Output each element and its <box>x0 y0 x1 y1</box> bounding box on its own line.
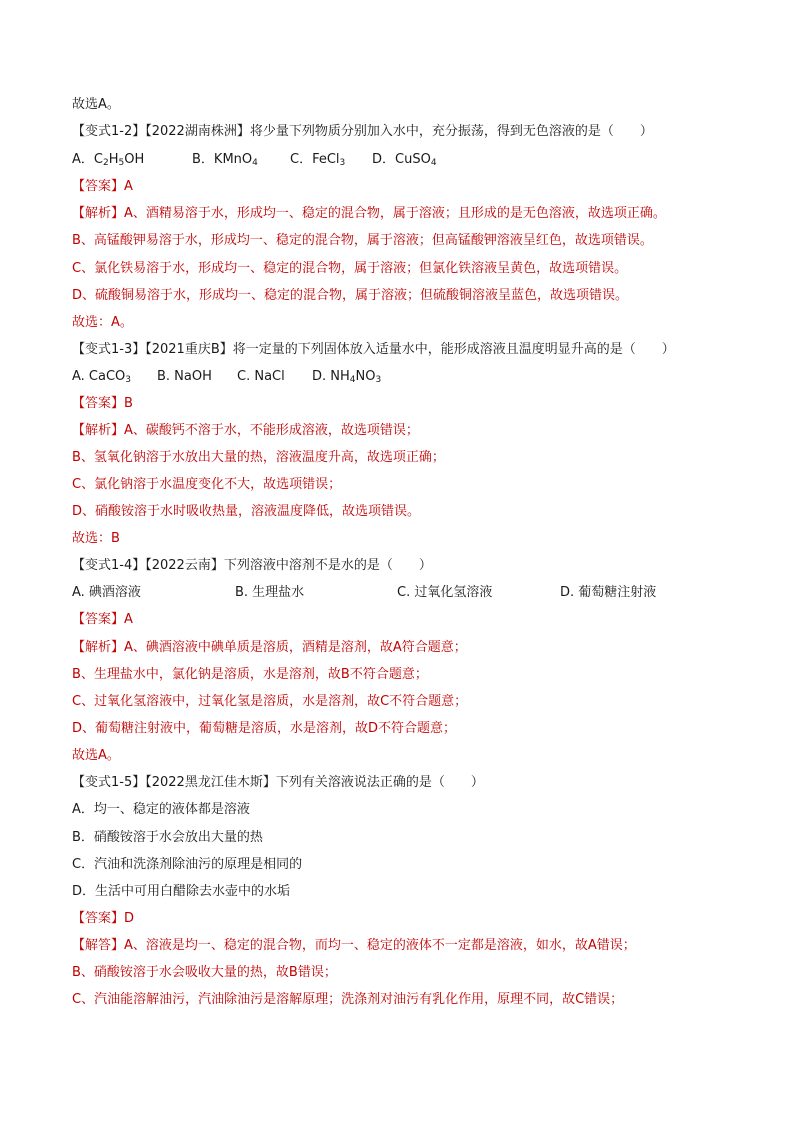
question-1-2 <box>72 124 722 140</box>
text: 故选A。 <box>72 97 120 112</box>
analysis-line: B、生理盐水中，氯化钠是溶质，水是溶剂，故B不符合题意； <box>72 667 428 682</box>
option-d: D. 葡萄糖注射液 <box>560 585 657 600</box>
options-1-3 <box>72 369 722 385</box>
conclusion-line: 故选：A。 <box>72 315 133 330</box>
answer-line: 【答案】B <box>72 396 133 411</box>
analysis-line: B、高锰酸钾易溶于水，形成均一、稳定的混合物，属于溶液；但高锰酸钾溶液呈红色，故选项错误。 <box>72 233 653 248</box>
analysis-line: 【解析】A、碳酸钙不溶于水，不能形成溶液，故选项错误； <box>72 423 419 438</box>
option-b: B. NaOH <box>157 369 212 384</box>
options-1-2 <box>72 152 722 168</box>
answer-line: 【答案】A <box>72 179 133 194</box>
option-d: D．CuSO$_4$ <box>372 152 437 168</box>
option-a: A．$C_2H_5OH$ <box>72 152 145 168</box>
option-c: C．汽油和洗涤剂除油污的原理是相同的 <box>72 857 303 872</box>
question-1-5 <box>72 775 722 791</box>
analysis-line: B、氢氧化钠溶于水放出大量的热，溶液温度升高，故选项正确； <box>72 450 445 465</box>
option-c: C．FeCl$_3$ <box>290 152 346 168</box>
analysis-line: C、过氧化氢溶液中，过氧化氢是溶质，水是溶剂，故C不符合题意； <box>72 694 468 709</box>
question-text: 将少量下列物质分别加入水中，充分振荡，得到无色溶液的是（ ） <box>249 124 653 139</box>
question-1-4 <box>72 558 722 574</box>
analysis-line: 【解答】A、溶液是均一、稳定的混合物，而均一、稳定的液体不一定都是溶液，如水，故A错误； <box>72 938 636 953</box>
option-a: A. CaCO$_3$ <box>72 369 132 385</box>
analysis-line: D、硝酸铵溶于水时吸收热量，溶液温度降低，故选项错误。 <box>72 504 421 519</box>
analysis-line: C、氯化钠溶于水温度变化不大，故选项错误； <box>72 477 342 492</box>
analysis-line: D、硫酸铜易溶于水，形成均一、稳定的混合物，属于溶液；但硫酸铜溶液呈蓝色，故选项错误。 <box>72 288 629 303</box>
analysis-tag: 【解答】 <box>72 938 125 953</box>
source-tag: 【2022云南】 <box>145 558 224 573</box>
analysis-tag: 【解析】 <box>72 640 125 655</box>
option-b: B．KMnO$_4$ <box>192 152 258 168</box>
question-text: 将一定量的下列固体放入适量水中，能形成溶液且温度明显升高的是（ ） <box>232 342 675 357</box>
variant-tag: 【变式1-4】 <box>72 558 146 573</box>
source-tag: 【2022黑龙江佳木斯】 <box>145 775 276 790</box>
answer-line: 【答案】D <box>72 911 135 926</box>
analysis-line: C、氯化铁易溶于水，形成均一、稳定的混合物，属于溶液；但氯化铁溶液呈黄色，故选项错误。 <box>72 261 628 276</box>
question-text: 下列溶液中溶剂不是水的是（ ） <box>223 558 432 573</box>
option-a: A．均一、稳定的液体都是溶液 <box>72 802 250 817</box>
option-c: C. 过氧化氢溶液 <box>397 585 493 600</box>
conclusion-line <box>72 97 722 113</box>
analysis-line: C、汽油能溶解油污，汽油除油污是溶解原理；洗涤剂对油污有乳化作用，原理不同，故C错误； <box>72 992 624 1007</box>
question-text: 下列有关溶液说法正确的是（ ） <box>275 775 484 790</box>
analysis-line: D、葡萄糖注射液中，葡萄糖是溶质，水是溶剂，故D不符合题意； <box>72 721 457 736</box>
source-tag: 【2022湖南株洲】 <box>145 124 250 139</box>
option-b: B. 生理盐水 <box>235 585 305 600</box>
option-d: D. $NH_4NO_3$ <box>312 369 382 385</box>
analysis-line: 【解析】A、碘酒溶液中碘单质是溶质，酒精是溶剂，故A符合题意； <box>72 640 467 655</box>
analysis-tag: 【解析】 <box>72 206 125 221</box>
analysis-tag: 【解析】 <box>72 423 125 438</box>
variant-tag: 【变式1-2】 <box>72 124 146 139</box>
answer-line: 【答案】A <box>72 612 133 627</box>
variant-tag: 【变式1-3】 <box>72 342 146 357</box>
analysis-line: B、硝酸铵溶于水会吸收大量的热，故B错误； <box>72 965 337 980</box>
option-c: C. NaCl <box>237 369 285 384</box>
conclusion-line: 故选：B <box>72 531 120 546</box>
source-tag: 【2021重庆B】 <box>145 342 233 357</box>
option-a: A. 碘酒溶液 <box>72 585 141 600</box>
options-1-4 <box>72 585 722 601</box>
option-d: D．生活中可用白醋除去水壶中的水垢 <box>72 884 291 899</box>
conclusion-line: 故选A。 <box>72 748 120 763</box>
question-1-3 <box>72 342 722 358</box>
analysis-line: 【解析】A、酒精易溶于水，形成均一、稳定的混合物，属于溶液；且形成的是无色溶液，故选项正确。 <box>72 206 666 221</box>
variant-tag: 【变式1-5】 <box>72 775 146 790</box>
option-b: B．硝酸铵溶于水会放出大量的热 <box>72 830 263 845</box>
